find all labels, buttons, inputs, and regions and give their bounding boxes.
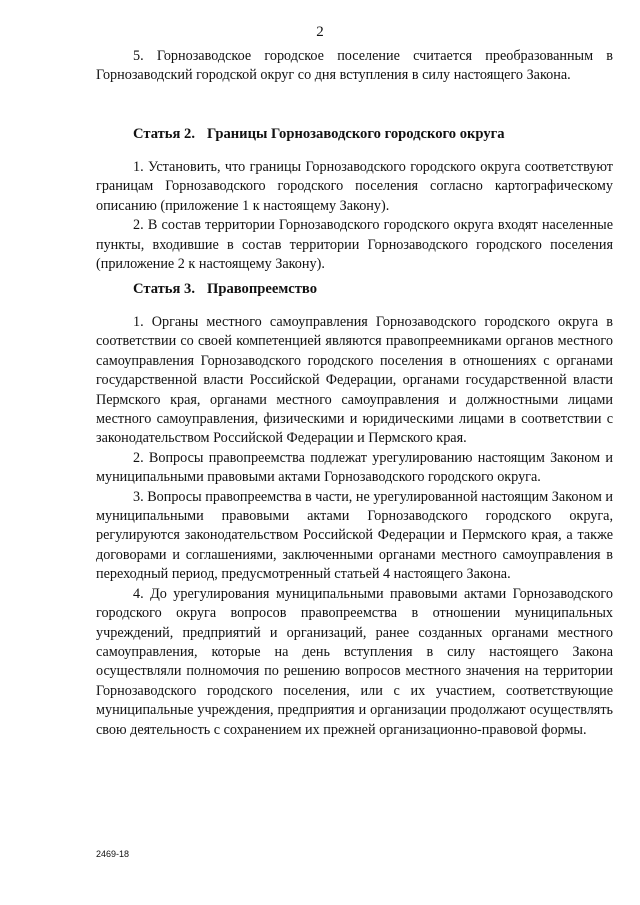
document-code: 2469-18 xyxy=(96,849,130,859)
article-3-paragraph-1: 1. Органы местного самоуправления Горнозаводского городского округа в соответствии со своей компетенцией являются правопреемниками органов местного самоуправления Горнозаводского городского поселения в отношениях с органами государственной власти Российской Федерации, органами государственной власти Пермского края, органами местного самоуправления и должностными лицами местного самоуправления, физическими и юридическими лицами в соответствии с законодательством Российской Федерации и Пермского края. xyxy=(96,314,613,447)
article-3-title: Правопреемство xyxy=(207,281,317,297)
article-3-body xyxy=(96,313,613,740)
intro-paragraph: 5. Горнозаводское городское поселение считается преобразованным в Горнозаводский городской округ со дня вступления в силу настоящего Закона. xyxy=(96,48,613,84)
article-2-paragraph-1: 1. Установить, что границы Горнозаводского городского округа соответствуют границам Горнозаводского городского поселения согласно картографическому описанию (приложение 1 к настоящему Закону). xyxy=(96,159,613,214)
article-3-number: Статья 3. xyxy=(133,281,195,297)
article-2-heading xyxy=(133,126,505,143)
article-3-paragraph-3: 3. Вопросы правопреемства в части, не урегулированной настоящим Законом и муниципальными правовыми актами Горнозаводского городского округа, регулируются законодательством Российской Федерации и Пермского края, а также договорами и соглашениями, заключенными органами местного самоуправления в переходный период, предусмотренный статьей 4 настоящего Закона. xyxy=(96,488,613,583)
intro-paragraph-block xyxy=(96,47,613,86)
article-2-body xyxy=(96,158,613,274)
article-2-number: Статья 2. xyxy=(133,126,195,142)
article-2-paragraph-2: 2. В состав территории Горнозаводского городского округа входят населенные пункты, входившие в состав территории Горнозаводского городского поселения (приложение 2 к настоящему Закону). xyxy=(96,217,613,273)
article-3-heading xyxy=(133,281,317,298)
page-number: 2 xyxy=(316,24,324,40)
article-3-paragraph-4: 4. До урегулирования муниципальными правовыми актами Горнозаводского городского округа вопросов правопреемства в отношении муниципальных учреждений, предприятий и организаций, ранее созданных органами местного самоуправления, которые на день вступления в силу настоящего Закона осуществляли полномочия по решению вопросов местного значения на территории Горнозаводского городского поселения, или с их участием, соответствующие муниципальные учреждения, предприятия и организации продолжают осуществлять свою деятельность с сохранением их прежней организационно-правовой формы. xyxy=(96,585,613,738)
article-2-title: Границы Горнозаводского городского округа xyxy=(207,126,505,142)
article-3-paragraph-2: 2. Вопросы правопреемства подлежат урегулированию настоящим Законом и муниципальными правовыми актами Горнозаводского городского округа. xyxy=(96,449,613,486)
